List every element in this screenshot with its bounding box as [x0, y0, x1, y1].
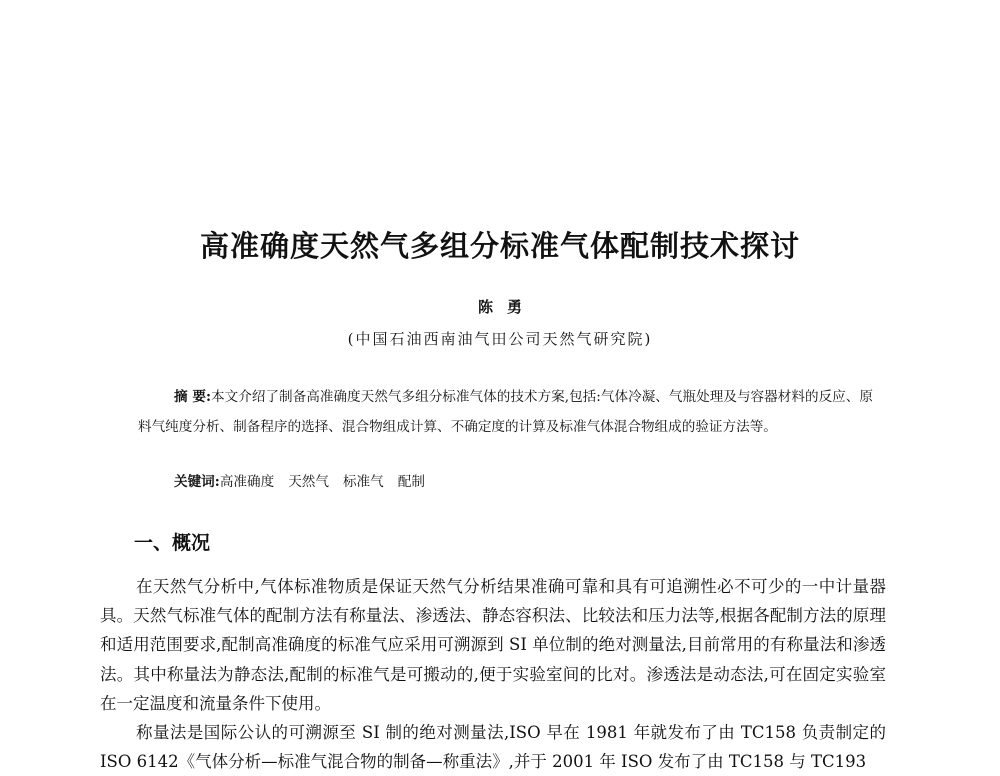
paper-title: 高准确度天然气多组分标准气体配制技术探讨: [199, 229, 800, 263]
keyword: 标准气: [342, 474, 384, 490]
body-paragraph: 在天然气分析中,气体标准物质是保证天然气分析结果准确可靠和具有可追溯性必不可少的一中计量器具。天然气标准气体的配制方法有称量法、渗透法、静态容积法、比较法和压力法等,根据各配制方法的原理和适用范围要求,配制高准确度的标准气应采用可溯源到 SI 单位制的绝对测量法,目前常用的有称量法和渗透法。其中称量法为静态法,配制的标准气是可搬动的,便于实验室间的比对。渗透法是动态法,可在固定实验室在一定温度和流量条件下使用。: [100, 577, 886, 713]
body-paragraph: 称量法是国际公认的可溯源至 SI 制的绝对测量法,ISO 早在 1981 年就发布了由 TC158 负责制定的 ISO 6142《气体分析—标准气混合物的制备—称重法》,并于 2001 年 ISO 发布了由 TC158 与 TC193: [100, 723, 886, 772]
author-name: 陈勇: [477, 298, 536, 316]
section-heading: 一、概况: [134, 532, 211, 554]
keyword: 高准确度: [219, 474, 275, 490]
abstract-text: 本文介绍了制备高准确度天然气多组分标准气体的技术方案,包括:气体冷凝、气瓶处理及与容器材料的反应、原料气纯度分析、制备程序的选择、混合物组成计算、不确定度的计算及标准气体混合物组成的验证方法等。: [138, 389, 873, 435]
section-body: [100, 572, 886, 776]
keyword: 天然气: [288, 474, 329, 490]
keyword: 配制: [397, 474, 425, 490]
keywords-label: 关键词:: [174, 474, 220, 490]
abstract: [138, 382, 873, 442]
abstract-label: 摘 要:: [174, 389, 211, 405]
author-affiliation: (中国石油西南油气田公司天然气研究院): [347, 330, 653, 348]
keywords: [174, 470, 439, 494]
